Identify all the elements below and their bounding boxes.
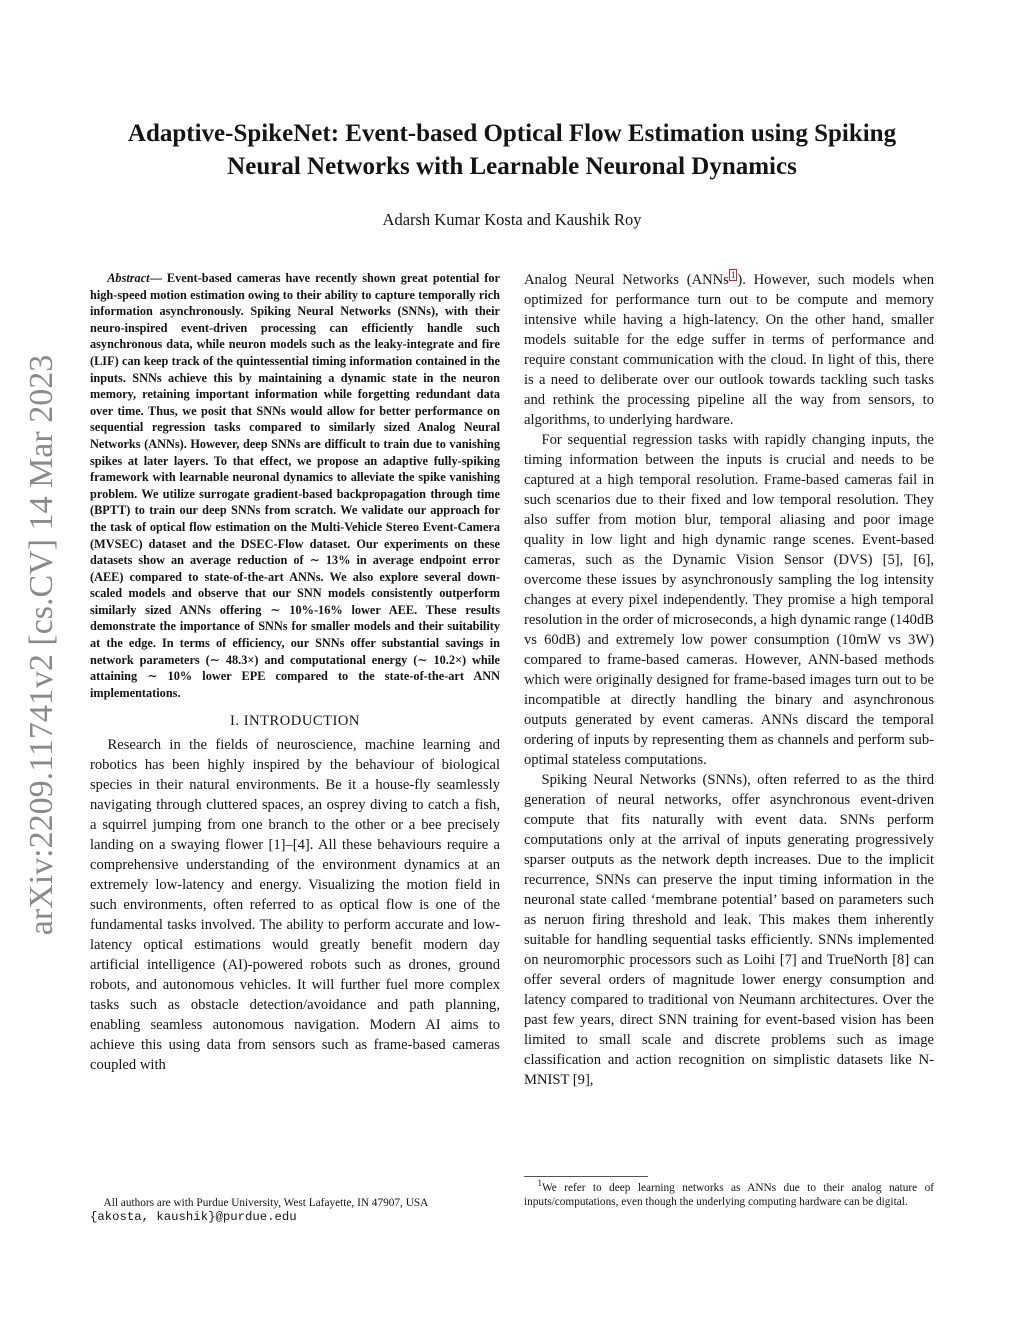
right-paragraph-3: Spiking Neural Networks (SNNs), often referred to as the third generation of neural networks, offer asynchronous event-driven compute that fits naturally with event data. SNNs perform computations only at the arrival of inputs generating progressively sparser outputs as the network depth increases. Due to the implicit recurrence, SNNs can preserve the input timing information in the neuronal state called ‘membrane potential’ based on parameters such as neruon firing threshold and leak. This makes them inherently suitable for handling sequential tasks efficiently. SNNs implemented on neuromorphic processors such as Loihi [7] and TrueNorth [8] can offer several orders of magnitude lower energy consumption and latency compared to traditional von Neumann architectures. Over the past few years, direct SNN training for event-based vision has been limited to small scale and discrete problems such as image classification and action recognition on simplistic datasets like N-MNIST [9], <box>524 772 934 1088</box>
title-line-2: Neural Networks with Learnable Neuronal Dynamics <box>227 153 797 180</box>
left-column <box>90 270 500 1075</box>
intro-paragraph-1: Research in the fields of neuroscience, machine learning and robotics has been highly inspired by the behaviour of biological species in their natural environments. Be it a house-fly seamlessly navigating through cluttered spaces, an osprey diving to catch a fish, a squirrel jumping from one branch to the other or a bee precisely landing on a swaying flower [1]–[4]. All these behaviours require a comprehensive understanding of the environment dynamics at an extremely low-latency and energy. Visualizing the motion field in such environments, often referred to as optical flow is one of the fundamental tasks involved. The ability to perform accurate and low-latency optical estimations would greatly benefit modern day artificial intelligence (AI)-powered robots such as drones, ground robots, and autonomous vehicles. It will further fuel more complex tasks such as obstacle detection/avoidance and path planning, enabling seamless autonomous navigation. Modern AI aims to achieve this using data from sensors such as frame-based cameras coupled with <box>90 737 500 1074</box>
footnote-1-body: We refer to deep learning networks as ANNs due to their analog nature of inputs/computations, even though the underlying computing hardware can be digital. <box>524 1182 934 1208</box>
paper-title <box>80 117 944 183</box>
right-paragraph-1-start: Analog Neural Networks (ANNs <box>524 272 729 288</box>
title-line-1: Adaptive-SpikeNet: Event-based Optical Flow Estimation using Spiking <box>127 120 897 147</box>
abstract <box>90 270 500 701</box>
section-heading-introduction: I. INTRODUCTION <box>230 713 360 730</box>
right-paragraph-1 <box>524 270 934 430</box>
footnote-1-mark: 1 <box>537 1178 543 1189</box>
abstract-text: — Event-based cameras have recently shown great potential for high-speed motion estimation owing to their ability to capture temporally rich information asynchronously. Spiking Neural Networks (SNNs), with their neuro-inspired event-driven processing can efficiently handle such asynchronous data, while neuron models such as the leaky-integrate and fire (LIF) can keep track of the quintessential timing information contained in the inputs. SNNs achieve this by maintaining a dynamic state in the neuron memory, retaining important information while forgetting redundant data over time. Thus, we posit that SNNs would allow for better performance on sequential regression tasks compared to similarly sized Analog Neural Networks (ANNs). However, deep SNNs are difficult to train due to vanishing spikes at later layers. To that effect, we propose an adaptive fully-spiking framework with learnable neuronal dynamics to alleviate the spike vanishing problem. We utilize surrogate gradient-based backpropagation through time (BPTT) to train our deep SNNs from scratch. We validate our approach for the task of optical flow estimation on the Multi-Vehicle Stereo Event-Camera (MVSEC) dataset and the DSEC-Flow dataset. Our experiments on these datasets show an average reduction of ∼ 13% in average endpoint error (AEE) compared to state-of-the-art ANNs. We also explore several down-scaled models and observe that our SNN models consistently outperform similarly sized ANNs offering ∼ 10%-16% lower AEE. These results demonstrate the importance of SNNs for smaller models and their suitability at the edge. In terms of efficiency, our SNNs offer substantial savings in network parameters (∼ 48.3×) and computational energy (∼ 10.2×) while attaining ∼ 10% lower EPE compared to the state-of-the-art ANN implementations. <box>90 271 500 700</box>
arxiv-id-text: arXiv:2209.11741v2 [cs.CV] 14 Mar 2023 <box>23 354 60 936</box>
footnote-1-text <box>524 1178 934 1209</box>
affiliation-footnote <box>90 1196 500 1224</box>
right-paragraph-2: For sequential regression tasks with rapidly changing inputs, the timing information between the inputs is crucial and needs to be captured at a high temporal resolution. Frame-based cameras fail in such scenarios due to their fixed and low temporal resolution. They also suffer from motion blur, temporal aliasing and poor image quality in low light and high dynamic range scenes. Event-based cameras, such as the Dynamic Vision Sensor (DVS) [5], [6], overcome these issues by asynchronously sampling the log intensity changes at every pixel independently. They promise a high temporal resolution in the order of microseconds, a high dynamic range (140dB vs 60dB) and extremely low power consumption (10mW vs 3W) compared to frame-based cameras. However, ANN-based methods which were originally designed for frame-based images turn out to be incompatible at directly handling the binary and asynchronous outputs generated by event cameras. ANNs discard the temporal ordering of inputs by representing them as channels and perform sub-optimal stateless computations. <box>524 432 934 768</box>
footnote-link-1[interactable]: 1 <box>730 270 736 281</box>
footnote-rule <box>524 1176 648 1177</box>
right-column <box>524 270 934 1090</box>
footnote-1 <box>524 1178 934 1209</box>
abstract-label: Abstract <box>107 271 150 285</box>
arxiv-side-identifier <box>22 345 62 945</box>
author-list: Adarsh Kumar Kosta and Kaushik Roy <box>382 210 642 229</box>
author-emails[interactable]: {akosta, kaushik}@purdue.edu <box>90 1210 297 1224</box>
right-paragraph-1-rest: ). However, such models when optimized for performance turn out to be compute and memory intensive while having a high-latency. On the other hand, smaller models suitable for the edge suffer in terms of performance and require constant communication with the cloud. In light of this, there is a need to deliberate over our outlook towards tackling such tasks and rethink the processing pipeline all the way from sensors, to algorithms, to underlying hardware. <box>524 272 935 428</box>
affiliation-text: All authors are with Purdue University, West Lafayette, IN 47907, USA <box>103 1197 429 1209</box>
